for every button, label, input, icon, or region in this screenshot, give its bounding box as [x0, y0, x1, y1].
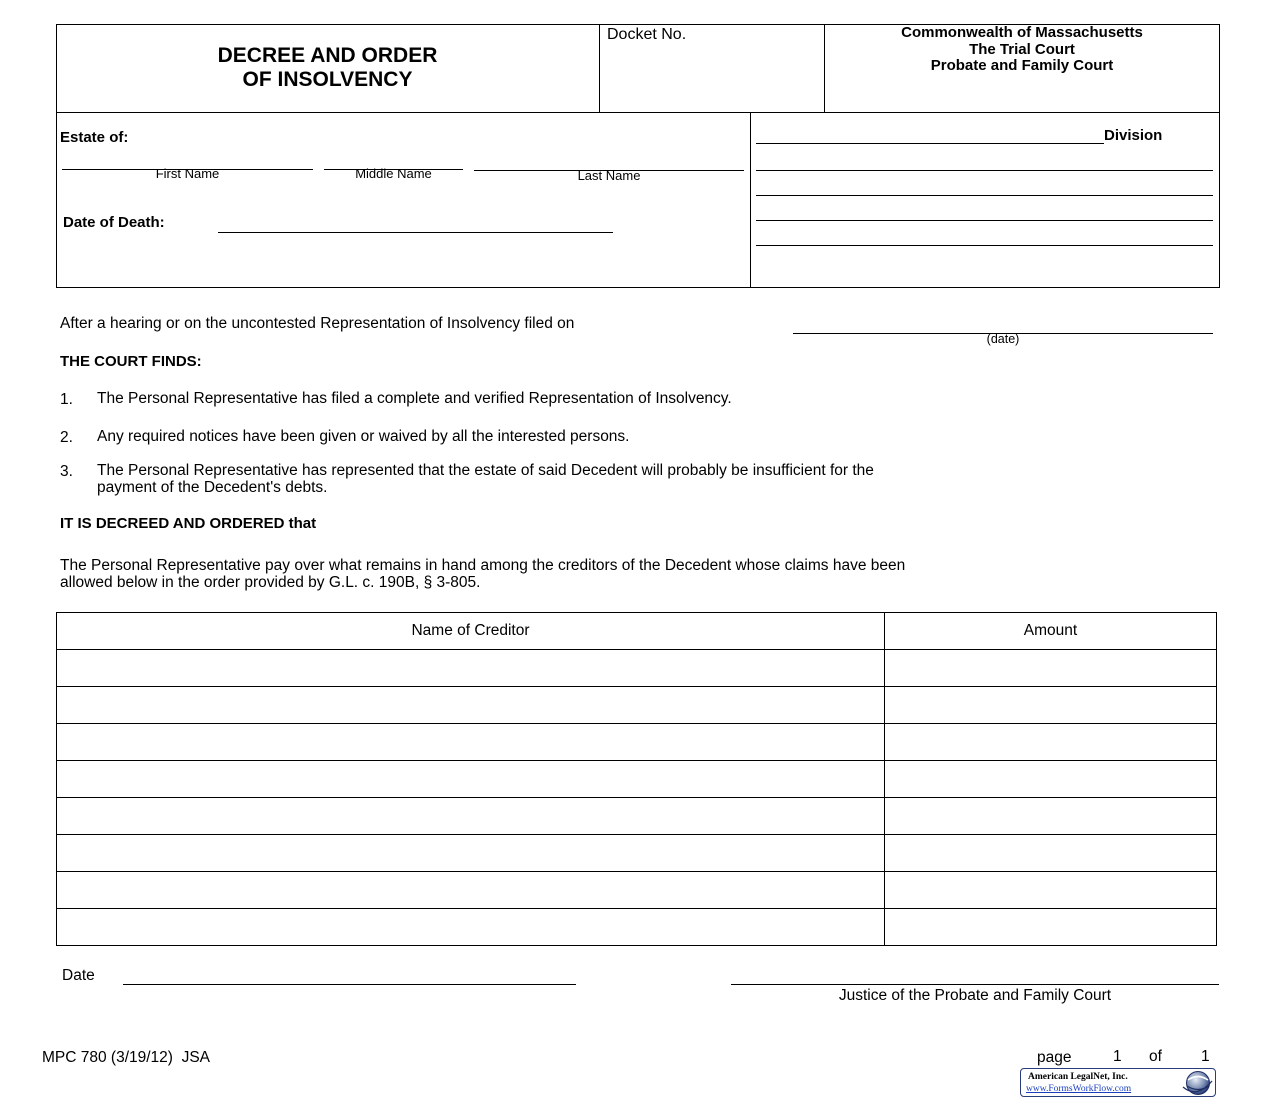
globe-icon — [1175, 1069, 1215, 1096]
creditors-table — [56, 612, 1217, 946]
table-row — [57, 687, 1217, 724]
division-line[interactable] — [756, 143, 1104, 144]
court-line3: Probate and Family Court — [930, 57, 1114, 74]
estate-divider — [750, 112, 751, 288]
form-id: MPC 780 (3/19/12) JSA — [42, 1049, 210, 1066]
table-row — [57, 798, 1217, 835]
middle-name-label: Middle Name — [355, 166, 432, 181]
table-row — [57, 909, 1217, 946]
creditor-name-cell[interactable] — [57, 835, 885, 872]
table-row — [57, 650, 1217, 687]
court-line1: Commonwealth of Massachusetts — [901, 24, 1143, 41]
amount-cell[interactable] — [885, 724, 1217, 761]
page-number: 1 — [1113, 1048, 1122, 1065]
estate-box — [56, 112, 1220, 288]
order-line1: The Personal Representative pay over what remains in hand among the creditors of the Decedent whose claims have been — [60, 557, 906, 574]
logo-url-link[interactable]: www.FormsWorkFlow.com — [1026, 1084, 1132, 1094]
order-text — [60, 558, 905, 591]
american-legalnet-logo[interactable] — [1020, 1068, 1216, 1097]
court-finds-heading: THE COURT FINDS: — [60, 353, 202, 370]
estate-of-label: Estate of: — [60, 129, 129, 146]
justice-signature-line[interactable] — [731, 984, 1219, 985]
justice-label: Justice of the Probate and Family Court — [838, 987, 1112, 1004]
table-row — [57, 761, 1217, 798]
amount-cell[interactable] — [885, 835, 1217, 872]
form-title — [56, 44, 599, 92]
finding-3-line1: The Personal Representative has represented that the estate of said Decedent will probably be insufficient for the — [97, 462, 874, 479]
creditor-name-cell[interactable] — [57, 872, 885, 909]
table-row — [57, 724, 1217, 761]
creditors-header-row — [57, 613, 1217, 650]
finding-3-text — [97, 463, 874, 496]
form-title-line2: OF INSOLVENCY — [242, 68, 413, 91]
decreed-heading: IT IS DECREED AND ORDERED that — [60, 515, 317, 532]
court-address-line-4[interactable] — [756, 245, 1213, 246]
page-total: 1 — [1201, 1048, 1210, 1065]
amount-cell[interactable] — [885, 872, 1217, 909]
creditor-name-cell[interactable] — [57, 650, 885, 687]
division-label: Division — [1104, 127, 1163, 144]
of-label: of — [1149, 1048, 1162, 1065]
court-name — [825, 25, 1219, 75]
finding-2-number: 2. — [60, 429, 73, 446]
first-name-label: First Name — [155, 166, 220, 181]
amount-header: Amount — [885, 613, 1217, 650]
court-address-line-3[interactable] — [756, 220, 1213, 221]
finding-2-text: Any required notices have been given or waived by all the interested persons. — [97, 428, 630, 445]
creditor-name-cell[interactable] — [57, 724, 885, 761]
amount-cell[interactable] — [885, 687, 1217, 724]
finding-3-line2: payment of the Decedent's debts. — [97, 478, 328, 496]
logo-company-name: American LegalNet, Inc. — [1028, 1072, 1128, 1082]
docket-field[interactable] — [600, 48, 824, 112]
creditor-name-cell[interactable] — [57, 761, 885, 798]
signature-date-label: Date — [62, 967, 95, 984]
form-title-line1: DECREE AND ORDER — [217, 44, 438, 67]
table-row — [57, 835, 1217, 872]
table-row — [57, 872, 1217, 909]
date-of-death-line[interactable] — [218, 232, 613, 233]
finding-1-number: 1. — [60, 391, 73, 408]
page-label: page — [1037, 1049, 1072, 1066]
amount-cell[interactable] — [885, 761, 1217, 798]
last-name-label: Last Name — [577, 168, 641, 183]
court-line2: The Trial Court — [969, 40, 1075, 58]
creditor-name-header: Name of Creditor — [57, 613, 885, 650]
date-of-death-label: Date of Death: — [63, 214, 165, 231]
date-caption: (date) — [986, 332, 1020, 346]
court-address-line-2[interactable] — [756, 195, 1213, 196]
creditor-name-cell[interactable] — [57, 909, 885, 946]
creditor-name-cell[interactable] — [57, 687, 885, 724]
amount-cell[interactable] — [885, 650, 1217, 687]
finding-3-number: 3. — [60, 463, 73, 480]
order-line2: allowed below in the order provided by G.L. c. 190B, § 3-805. — [60, 573, 481, 591]
docket-label: Docket No. — [607, 26, 687, 43]
finding-1-text: The Personal Representative has filed a complete and verified Representation of Insolvency. — [97, 390, 732, 407]
signature-date-line[interactable] — [123, 984, 576, 985]
amount-cell[interactable] — [885, 909, 1217, 946]
court-address-line-1[interactable] — [756, 170, 1213, 171]
creditor-name-cell[interactable] — [57, 798, 885, 835]
amount-cell[interactable] — [885, 798, 1217, 835]
hearing-text: After a hearing or on the uncontested Representation of Insolvency filed on — [60, 315, 575, 332]
